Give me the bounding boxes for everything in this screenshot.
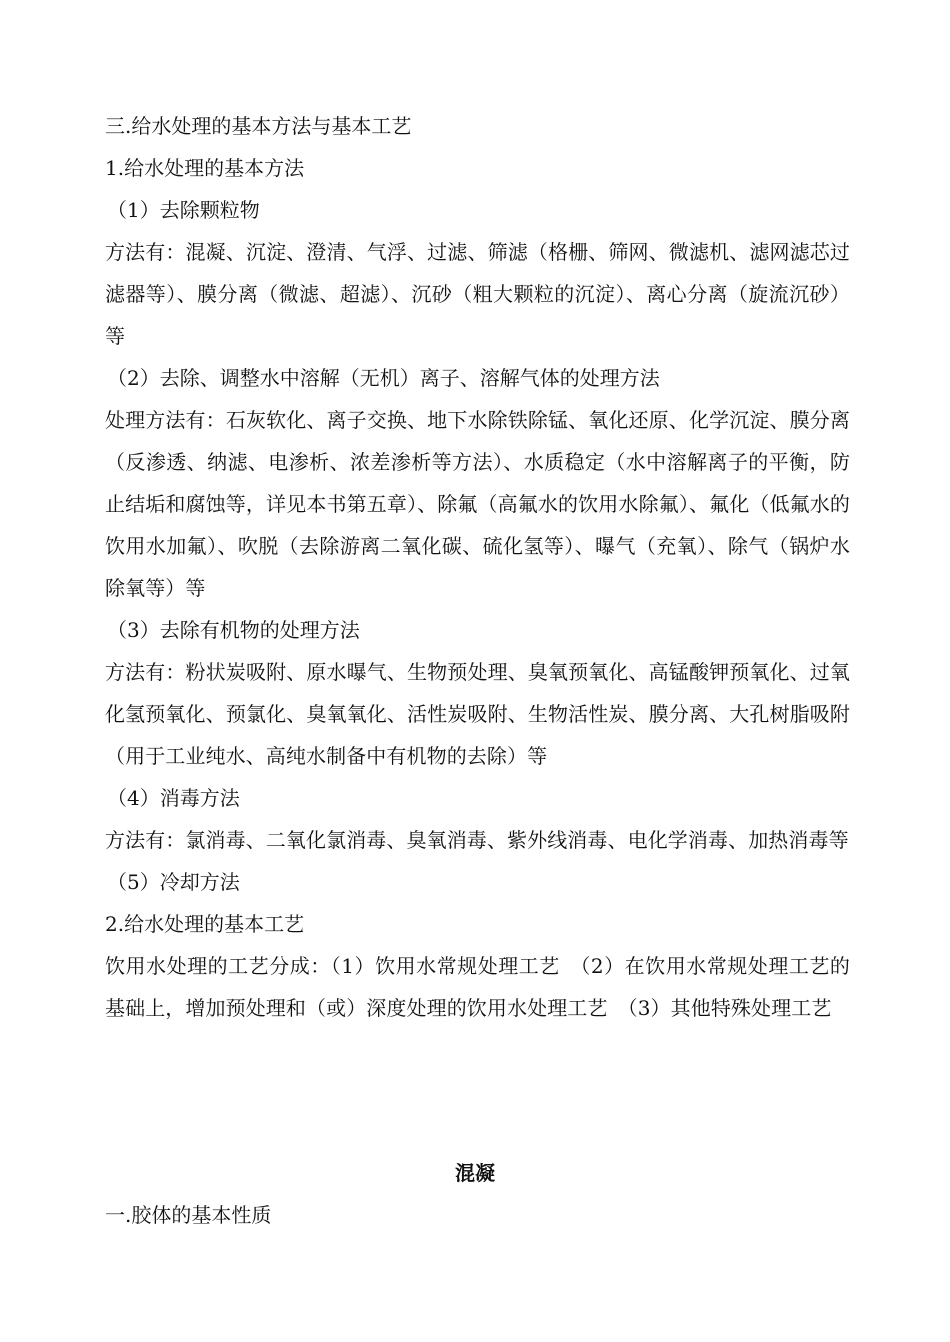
item-cooling-title: （5）冷却方法 — [107, 870, 240, 894]
item-remove-particles-text: 方法有：混凝、沉淀、澄清、气浮、过滤、筛滤（格栅、筛网、微滤机、滤网滤芯过滤器等）、膜分离（微滤、超滤）、沉砂（粗大颗粒的沉淀）、离心分离（旋流沉砂）等 — [105, 240, 850, 348]
document-body — [105, 105, 850, 1029]
item-remove-dissolved-ions-title: （2）去除、调整水中溶解（无机）离子、溶解气体的处理方法 — [107, 366, 660, 390]
item-remove-organics-text: 方法有：粉状炭吸附、原水曝气、生物预处理、臭氧预氧化、高锰酸钾预氧化、过氧化氢预氧化、预氯化、臭氧氧化、活性炭吸附、生物活性炭、膜分离、大孔树脂吸附（用于工业纯水、高纯水制备中有机物的去除）等 — [105, 660, 850, 768]
item-disinfection-text: 方法有：氯消毒、二氧化氯消毒、臭氧消毒、紫外线消毒、电化学消毒、加热消毒等 — [105, 828, 849, 852]
heading-colloid-properties: 一.胶体的基本性质 — [105, 1203, 272, 1227]
item-disinfection-title: （4）消毒方法 — [107, 786, 240, 810]
item-remove-dissolved-ions-text: 处理方法有：石灰软化、离子交换、地下水除铁除锰、氧化还原、化学沉淀、膜分离（反渗透、纳滤、电渗析、浓差渗析等方法）、水质稳定（水中溶解离子的平衡，防止结垢和腐蚀等，详见本书第五章）、除氟（高氟水的饮用水除氟）、氟化（低氟水的饮用水加氟）、吹脱（去除游离二氧化碳、硫化氢等）、曝气（充氧）、除气（锅炉水除氧等）等 — [105, 408, 850, 600]
item-remove-particles-title: （1）去除颗粒物 — [107, 198, 260, 222]
item-remove-organics-title: （3）去除有机物的处理方法 — [107, 618, 360, 642]
heading-basic-methods-and-processes: 三.给水处理的基本方法与基本工艺 — [105, 114, 412, 138]
subheading-basic-methods: 1.给水处理的基本方法 — [105, 156, 305, 180]
basic-processes-text: 饮用水处理的工艺分成：（1）饮用水常规处理工艺 （2）在饮用水常规处理工艺的基础上，增加预处理和（或）深度处理的饮用水处理工艺 （3）其他特殊处理工艺 — [105, 954, 850, 1020]
section-title-coagulation: 混凝 — [455, 1161, 495, 1185]
subheading-basic-processes: 2.给水处理的基本工艺 — [105, 912, 305, 936]
